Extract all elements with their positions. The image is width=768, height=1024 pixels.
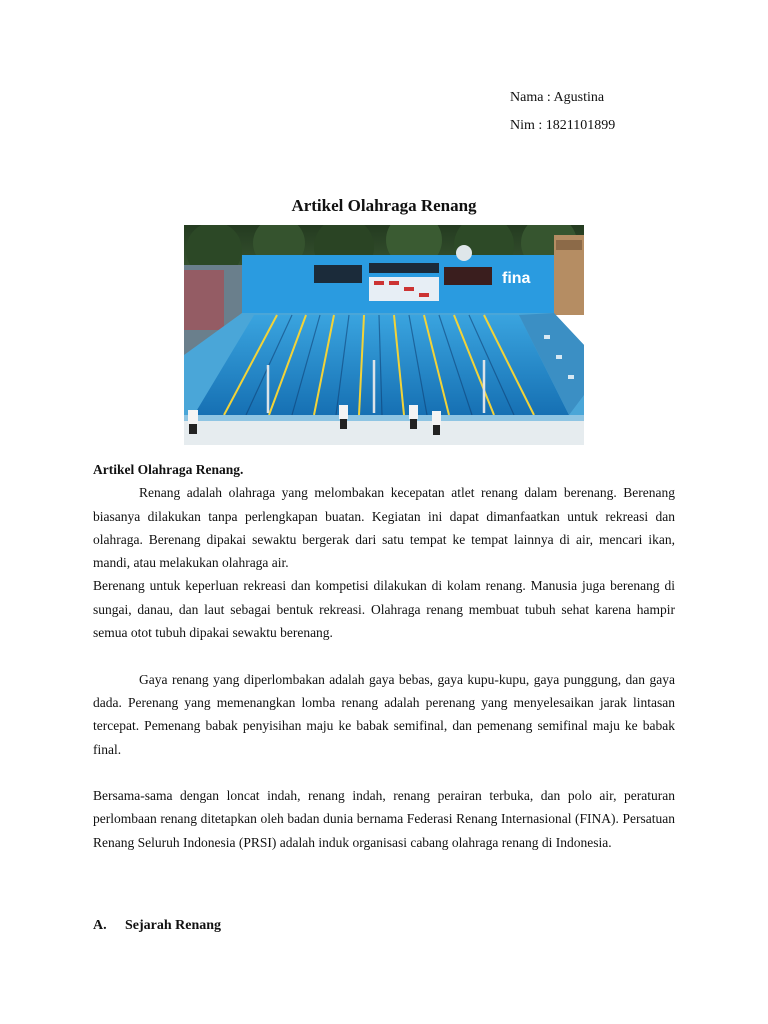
paragraph-2: Berenang untuk keperluan rekreasi dan kompetisi dilakukan di kolam renang. Manusia juga berenang di sungai, danau, dan laut sebagai bentuk rekreasi. Olahraga renang membuat tubuh sehat karena hampir semua otot tubuh dipakai sewaktu berenang. (93, 578, 675, 641)
paragraph-1: Renang adalah olahraga yang melombakan kecepatan atlet renang dalam berenang. Berenang biasanya dilakukan tanpa perlengkapan buatan. Kegiatan ini dapat dimanfaatkan untuk rekreasi dan olahraga. Berenang dipakai sewaktu bergerak dari satu tempat ke tempat lainnya di air, mencari ikan, mandi, atau melakukan olahraga air. (93, 485, 675, 571)
section-title: Sejarah Renang (125, 918, 222, 933)
student-id: Nim : 1821101899 (510, 118, 616, 133)
swimming-pool-photo (184, 225, 584, 445)
article-body (93, 458, 675, 854)
section-number: A. (93, 918, 107, 933)
student-name: Nama : Agustina (510, 90, 605, 105)
paragraph-4: Bersama-sama dengan loncat indah, renang indah, renang perairan terbuka, dan polo air, peraturan perlombaan renang ditetapkan oleh badan dunia bernama Federasi Renang Internasional (FINA). Persatuan Renang Seluruh Indonesia (PRSI) adalah induk organisasi cabang olahraga renang di Indonesia. (93, 788, 675, 850)
section-heading (93, 918, 221, 934)
body-subheading: Artikel Olahraga Renang. (93, 462, 244, 477)
page-title: Artikel Olahraga Renang (291, 196, 477, 215)
fina-sign-text: fina (502, 270, 531, 287)
paragraph-3: Gaya renang yang diperlombakan adalah gaya bebas, gaya kupu-kupu, gaya punggung, dan gaya dada. Perenang yang memenangkan lomba renang adalah perenang yang menyelesaikan jarak lintasan tercepat. Pemenang babak penyisihan maju ke babak semifinal, dan pemenang semifinal maju ke babak final. (93, 671, 675, 757)
